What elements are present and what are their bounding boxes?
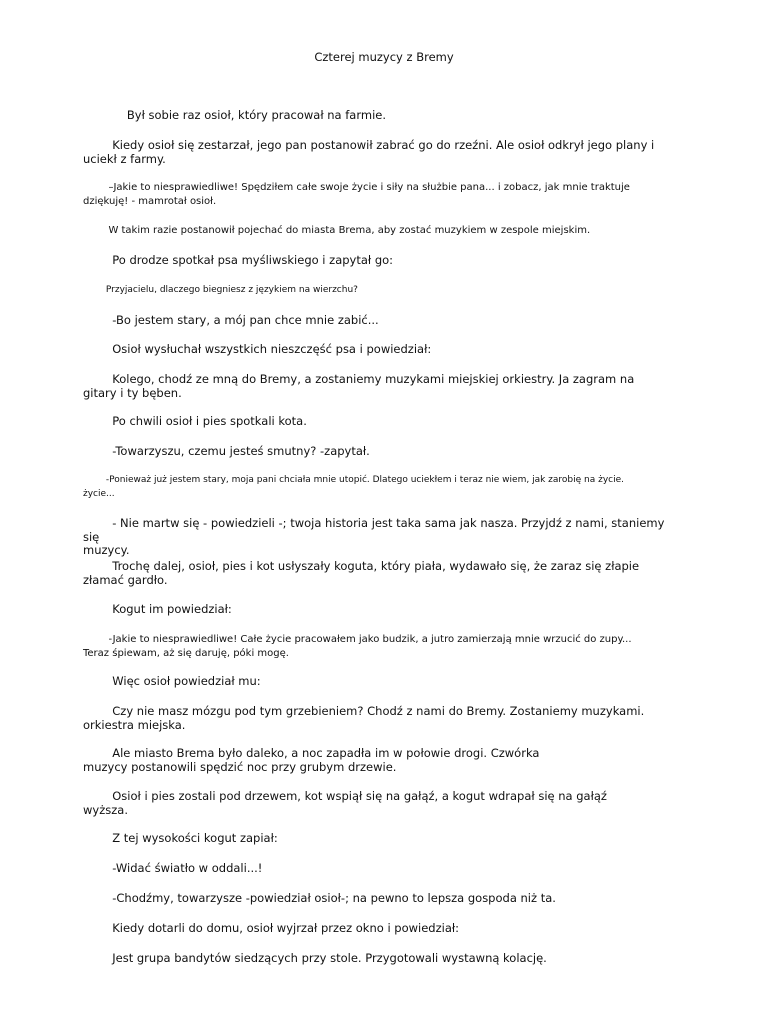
document-title: Czterej muzycy z Bremy	[314, 50, 454, 64]
paragraph-17: Więc osioł powiedział mu:	[83, 674, 261, 688]
paragraph-5: Po drodze spotkał psa myśliwskiego i zapytał go:	[83, 253, 394, 267]
paragraph-16: -Jakie to niesprawiedliwe! Całe życie pracowałem jako budzik, a jutro zamierzają mnie wrzucić do zupy... Teraz śpiewam, aż się daruję, póki mogę.	[83, 634, 632, 659]
paragraph-19: Ale miasto Brema było daleko, a noc zapadła im w połowie drogi. Czwórka muzycy postanowili spędzić noc przy grubym drzewie.	[83, 746, 540, 774]
paragraph-4: W takim razie postanowił pojechać do miasta Brema, aby zostać muzykiem w zespole miejskim.	[83, 225, 591, 236]
paragraph-9: Kolego, chodź ze mną do Bremy, a zostaniemy muzykami miejskiej orkiestry. Ja zagram na gitary i ty bęben.	[83, 372, 635, 400]
paragraph-23: -Chodźmy, towarzysze -powiedział osioł-; na pewno to lepsza gospoda niż ta.	[83, 891, 556, 905]
paragraph-11: -Towarzyszu, czemu jesteś smutny? -zapytał.	[83, 444, 370, 458]
paragraph-2: Kiedy osioł się zestarzał, jego pan postanowił zabrać go do rzeźni. Ale osioł odkrył jego plany i uciekł z farmy.	[83, 138, 655, 166]
paragraph-21: Z tej wysokości kogut zapiał:	[83, 831, 278, 845]
paragraph-13: - Nie martw się - powiedzieli -; twoja historia jest taka sama jak nasza. Przyjdź z nami, staniemy się muzycy.	[83, 516, 665, 557]
paragraph-22: -Widać światło w oddali...!	[83, 861, 263, 875]
paragraph-20: Osioł i pies zostali pod drzewem, kot wspiął się na gałąź, a kogut wdrapał się na gałąź wyższa.	[83, 789, 607, 817]
paragraph-14: Trochę dalej, osioł, pies i kot usłyszały koguta, który piała, wydawało się, że zaraz się złapie złamać gardło.	[83, 559, 640, 587]
paragraph-8: Osioł wysłuchał wszystkich nieszczęść psa i powiedział:	[83, 342, 432, 356]
paragraph-15: Kogut im powiedział:	[83, 602, 232, 616]
paragraph-6: Przyjacielu, dlaczego biegniesz z językiem na wierzchu?	[83, 285, 358, 295]
paragraph-12: -Ponieważ już jestem stary, moja pani chciała mnie utopić. Dlatego uciekłem i teraz nie wiem, jak zarobię na życie. życie...	[83, 475, 624, 499]
paragraph-3: –Jakie to niesprawiedliwe! Spędziłem całe swoje życie i siły na służbie pana... i zobacz, jak mnie traktuje dziękuję! - mamrotał osioł.	[83, 182, 630, 207]
paragraph-18: Czy nie masz mózgu pod tym grzebieniem? Chodź z nami do Bremy. Zostaniemy muzykami. orkiestra miejska.	[83, 704, 645, 732]
paragraph-10: Po chwili osioł i pies spotkali kota.	[83, 414, 307, 428]
paragraph-24: Kiedy dotarli do domu, osioł wyjrzał przez okno i powiedział:	[83, 921, 460, 935]
paragraph-1: Był sobie raz osioł, który pracował na farmie.	[83, 108, 386, 122]
paragraph-7: -Bo jestem stary, a mój pan chce mnie zabić...	[83, 313, 379, 327]
paragraph-25: Jest grupa bandytów siedzących przy stole. Przygotowali wystawną kolację.	[83, 951, 547, 965]
